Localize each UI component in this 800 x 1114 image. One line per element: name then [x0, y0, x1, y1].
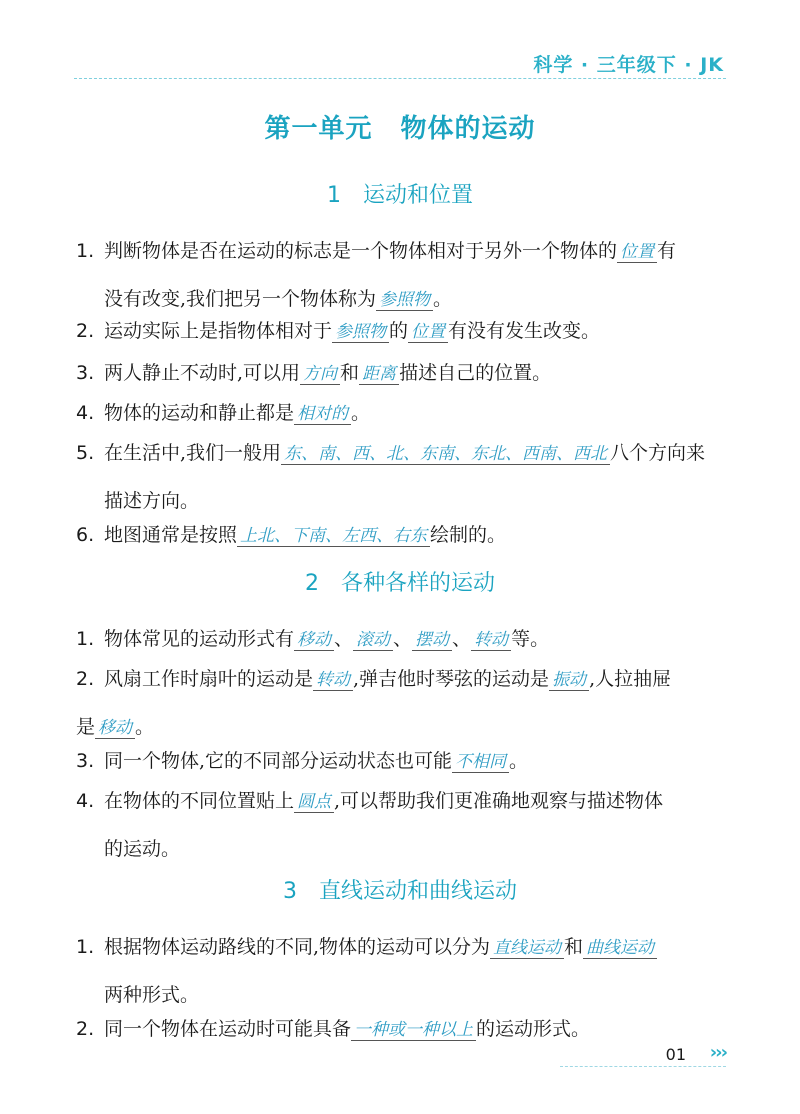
header-divider [74, 78, 726, 79]
answer-blank: 滚动 [353, 630, 393, 651]
answer-blank: 直线运动 [490, 938, 564, 959]
list-item: 2. 同一个物体在运动时可能具备 一种或一种以上 的运动形式。 [76, 1018, 591, 1040]
answer-blank: 移动 [294, 630, 334, 651]
answer-blank: 不相同 [452, 752, 509, 773]
answer-blank: 位置 [617, 242, 657, 263]
answer-blank: 参照物 [332, 322, 389, 343]
section-title-1 [0, 178, 800, 209]
list-item: 1. 根据物体运动路线的不同,物体的运动可以分为 直线运动 和 曲线运动 两种形式。 [76, 924, 736, 1019]
answer-blank: 一种或一种以上 [351, 1020, 476, 1041]
list-item: 1. 判断物体是否在运动的标志是一个物体相对于另外一个物体的 位置 有 没有改变,我们把另一个物体称为 参照物 。 [76, 240, 677, 310]
answer-blank: 方向 [300, 364, 340, 385]
list-item: 1. 物体常见的运动形式有 移动 、 滚动 、 摆动 、 转动 等。 [76, 628, 550, 650]
answer-blank: 移动 [95, 718, 135, 739]
unit-title [0, 108, 800, 145]
next-page-arrows-icon: ››› [709, 1042, 726, 1063]
section-title-2 [0, 566, 800, 597]
answer-blank: 转动 [313, 670, 353, 691]
list-item: 4. 在物体的不同位置贴上 圆点 ,可以帮助我们更准确地观察与描述物体 的运动。 [76, 790, 664, 860]
answer-blank: 圆点 [294, 792, 334, 813]
section-number: 2 [304, 571, 319, 596]
unit-name: 物体的运动 [400, 114, 536, 144]
answer-blank: 转动 [471, 630, 511, 651]
answer-blank: 参照物 [376, 290, 433, 311]
list-item: 4. 物体的运动和静止都是 相对的 。 [76, 402, 371, 424]
section-name: 各种各样的运动 [340, 571, 495, 596]
answer-blank: 距离 [359, 364, 399, 385]
unit-label: 第一单元 [264, 114, 373, 144]
section-title-3 [0, 874, 800, 905]
book-header-tag: 科学 · 三年级下 · JK [533, 54, 724, 76]
answer-blank: 东、南、西、北、东南、东北、西南、西北 [281, 444, 610, 465]
list-item: 6. 地图通常是按照 上北、下南、左西、右东 绘制的。 [76, 524, 507, 546]
list-item: 5. 在生活中,我们一般用 东、南、西、北、东南、东北、西南、西北 八个方向来 描述方向。 [76, 442, 706, 512]
list-item: 3. 同一个物体,它的不同部分运动状态也可能 不相同 。 [76, 750, 529, 772]
footer-divider [560, 1066, 726, 1067]
section-name: 直线运动和曲线运动 [318, 879, 517, 904]
answer-blank: 曲线运动 [583, 938, 657, 959]
section-name: 运动和位置 [362, 183, 473, 208]
list-item: 2. 风扇工作时扇叶的运动是 转动 ,弹吉他时琴弦的运动是 振动 ,人拉抽屉 是 移动 。 [76, 668, 672, 738]
answer-blank: 摆动 [412, 630, 452, 651]
page-number: 01 [665, 1045, 686, 1064]
answer-blank: 上北、下南、左西、右东 [237, 526, 430, 547]
list-item: 3. 两人静止不动时,可以用 方向 和 距离 描述自己的位置。 [76, 362, 552, 384]
answer-blank: 振动 [549, 670, 589, 691]
answer-blank: 相对的 [294, 404, 351, 425]
list-item: 2. 运动实际上是指物体相对于 参照物 的 位置 有没有发生改变。 [76, 320, 601, 342]
answer-blank: 位置 [408, 322, 448, 343]
section-number: 1 [326, 183, 341, 208]
section-number: 3 [282, 879, 297, 904]
